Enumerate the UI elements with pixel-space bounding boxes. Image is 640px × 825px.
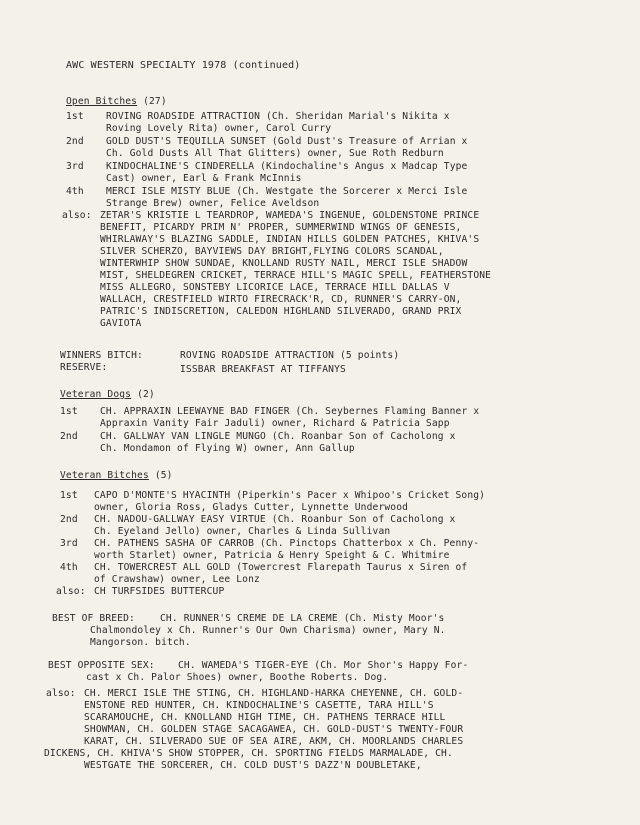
entry-line: MERCI ISLE MISTY BLUE (Ch. Westgate the Sorcerer x Merci Isle bbox=[106, 186, 468, 197]
also-line: GAVIOTA bbox=[100, 318, 142, 329]
section-heading-veteran-dogs bbox=[60, 389, 155, 400]
winners-bitch-label: WINNERS BITCH: bbox=[60, 350, 143, 361]
entry-line: owner, Gloria Ross, Gladys Cutter, Lynnette Underwood bbox=[94, 502, 409, 513]
heading-text: Veteran Bitches bbox=[60, 470, 149, 481]
placement-label: 4th bbox=[60, 562, 78, 573]
also-line: WHIRLAWAY'S BLAZING SADDLE, INDIAN HILLS GOLDEN PATCHES, KHIVA'S bbox=[100, 234, 480, 245]
placement-label: 1st bbox=[66, 111, 84, 122]
entry-line: Roving Lovely Rita) owner, Carol Curry bbox=[106, 123, 332, 134]
also-line: CH TURFSIDES BUTTERCUP bbox=[94, 586, 225, 597]
heading-text: Veteran Dogs bbox=[60, 389, 132, 400]
placement-label: 1st bbox=[60, 406, 78, 417]
entry-line: Ch. Gold Dusts All That Glitters) owner, Sue Roth Redburn bbox=[106, 148, 444, 159]
heading-text: Open Bitches bbox=[66, 96, 138, 107]
entry-line: of Crawshaw) owner, Lee Lonz bbox=[94, 574, 260, 585]
section-heading-veteran-bitches bbox=[60, 470, 173, 481]
also-line: SILVER SCHERZO, BAYVIEWS DAY BRIGHT,FLYING COLORS SCANDAL, bbox=[100, 246, 444, 257]
entry-count: (27) bbox=[143, 96, 167, 107]
best-opposite-sex-line: cast x Ch. Palor Shoes) owner, Boothe Roberts. Dog. bbox=[86, 672, 389, 683]
best-opposite-sex-label: BEST OPPOSITE SEX: bbox=[48, 660, 155, 671]
entry-count: (5) bbox=[154, 470, 173, 481]
entry-line: CH. APPRAXIN LEEWAYNE BAD FINGER (Ch. Seybernes Flaming Banner x bbox=[100, 406, 480, 417]
also-line: SCARAMOUCHE, CH. KNOLLAND HIGH TIME, CH. PATHENS TERRACE HILL bbox=[84, 712, 446, 723]
also-line: ZETAR'S KRISTIE L TEARDROP, WAMEDA'S INGENUE, GOLDENSTONE PRINCE bbox=[100, 210, 480, 221]
entry-line: GOLD DUST'S TEQUILLA SUNSET (Gold Dust's Treasure of Arrian x bbox=[106, 136, 468, 147]
reserve-label: RESERVE: bbox=[60, 362, 108, 373]
also-line: DICKENS, CH. KHIVA'S SHOW STOPPER, CH. SPORTING FIELDS MARMALADE, CH. bbox=[44, 748, 453, 759]
reserve-value: ISSBAR BREAKFAST AT TIFFANYS bbox=[180, 364, 346, 375]
entry-line: CH. NADOU-GALLWAY EASY VIRTUE (Ch. Roanbur Son of Cacholong x bbox=[94, 514, 456, 525]
also-line: BENEFIT, PICARDY PRIM N' PROPER, SUMMERWIND WINGS OF GENESIS, bbox=[100, 222, 462, 233]
placement-label: 3rd bbox=[60, 538, 78, 549]
entry-line: CH. PATHENS SASHA OF CARROB (Ch. Pinctops Chatterbox x Ch. Penny- bbox=[94, 538, 480, 549]
section-heading-open-bitches bbox=[66, 96, 167, 107]
entry-line: worth Starlet) owner, Patricia & Henry Speight & C. Whitmire bbox=[94, 550, 450, 561]
entry-line: ROVING ROADSIDE ATTRACTION (Ch. Sheridan Marial's Nikita x bbox=[106, 111, 450, 122]
winners-bitch-value: ROVING ROADSIDE ATTRACTION (5 points) bbox=[180, 350, 400, 361]
also-line: WALLACH, CRESTFIELD WIRTO FIRECRACK'R, CD, RUNNER'S CARRY-ON, bbox=[100, 294, 462, 305]
page-title: AWC WESTERN SPECIALTY 1978 (continued) bbox=[66, 60, 301, 71]
entry-line: CAPO D'MONTE'S HYACINTH (Piperkin's Pacer x Whipoo's Cricket Song) bbox=[94, 490, 486, 501]
placement-label: 1st bbox=[60, 490, 78, 501]
also-line: WINTERWHIP SHOW SUNDAE, KNOLLAND RUSTY NAIL, MERCI ISLE SHADOW bbox=[100, 258, 468, 269]
best-of-breed-label: BEST OF BREED: bbox=[52, 613, 135, 624]
also-line: WESTGATE THE SORCERER, CH. COLD DUST'S DAZZ'N DOUBLETAKE, bbox=[84, 760, 422, 771]
also-label: also: bbox=[56, 586, 86, 597]
placement-label: 2nd bbox=[60, 514, 78, 525]
entry-line: CH. TOWERCREST ALL GOLD (Towercrest Flarepath Taurus x Siren of bbox=[94, 562, 468, 573]
placement-label: 2nd bbox=[60, 431, 78, 442]
placement-label: 3rd bbox=[66, 161, 84, 172]
entry-line: Ch. Mondamon of Flying W) owner, Ann Gallup bbox=[100, 443, 355, 454]
also-line: MIST, SHELDEGREN CRICKET, TERRACE HILL'S MAGIC SPELL, FEATHERSTONE bbox=[100, 270, 492, 281]
placement-label: 4th bbox=[66, 186, 84, 197]
also-line: CH. MERCI ISLE THE STING, CH. HIGHLAND-HARKA CHEYENNE, CH. GOLD- bbox=[84, 688, 464, 699]
entry-count: (2) bbox=[137, 389, 155, 400]
entry-line: CH. GALLWAY VAN LINGLE MUNGO (Ch. Roanbar Son of Cacholong x bbox=[100, 431, 456, 442]
best-of-breed-line: CH. RUNNER'S CREME DE LA CREME (Ch. Misty Moor's bbox=[160, 613, 445, 624]
also-label: also: bbox=[46, 688, 76, 699]
also-line: PATRIC'S INDISCRETION, CALEDON HIGHLAND SILVERADO, GRAND PRIX bbox=[100, 306, 462, 317]
best-of-breed-line: Chalmondoley x Ch. Runner's Our Own Charisma) owner, Mary N. bbox=[90, 625, 446, 636]
best-opposite-sex-line: CH. WAMEDA'S TIGER-EYE (Ch. Mor Shor's Happy For- bbox=[178, 660, 469, 671]
placement-label: 2nd bbox=[66, 136, 84, 147]
best-of-breed-line: Mangorson. bitch. bbox=[90, 637, 191, 648]
also-line: MISS ALLEGRO, SONSTEBY LICORICE LACE, TERRACE HILL DALLAS V bbox=[100, 282, 450, 293]
also-line: KARAT, CH. SILVERADO SUE OF SEA AIRE, AKM, CH. MOORLANDS CHARLES bbox=[84, 736, 464, 747]
entry-line: KINDOCHALINE'S CINDERELLA (Kindochaline's Angus x Madcap Type bbox=[106, 161, 468, 172]
entry-line: Appraxin Vanity Fair Jaduli) owner, Richard & Patricia Sapp bbox=[100, 418, 450, 429]
entry-line: Strange Brew) owner, Felice Aveldson bbox=[106, 198, 320, 209]
also-label: also: bbox=[62, 210, 92, 221]
also-line: ENSTONE RED HUNTER, CH. KINDOCHALINE'S CASETTE, TARA HILL'S bbox=[84, 700, 434, 711]
also-line: SHOWMAN, CH. GOLDEN STAGE SACAGAWEA, CH. GOLD-DUST'S TWENTY-FOUR bbox=[84, 724, 464, 735]
entry-line: Cast) owner, Earl & Frank McInnis bbox=[106, 173, 302, 184]
entry-line: Ch. Eyeland Jello) owner, Charles & Linda Sullivan bbox=[94, 526, 391, 537]
